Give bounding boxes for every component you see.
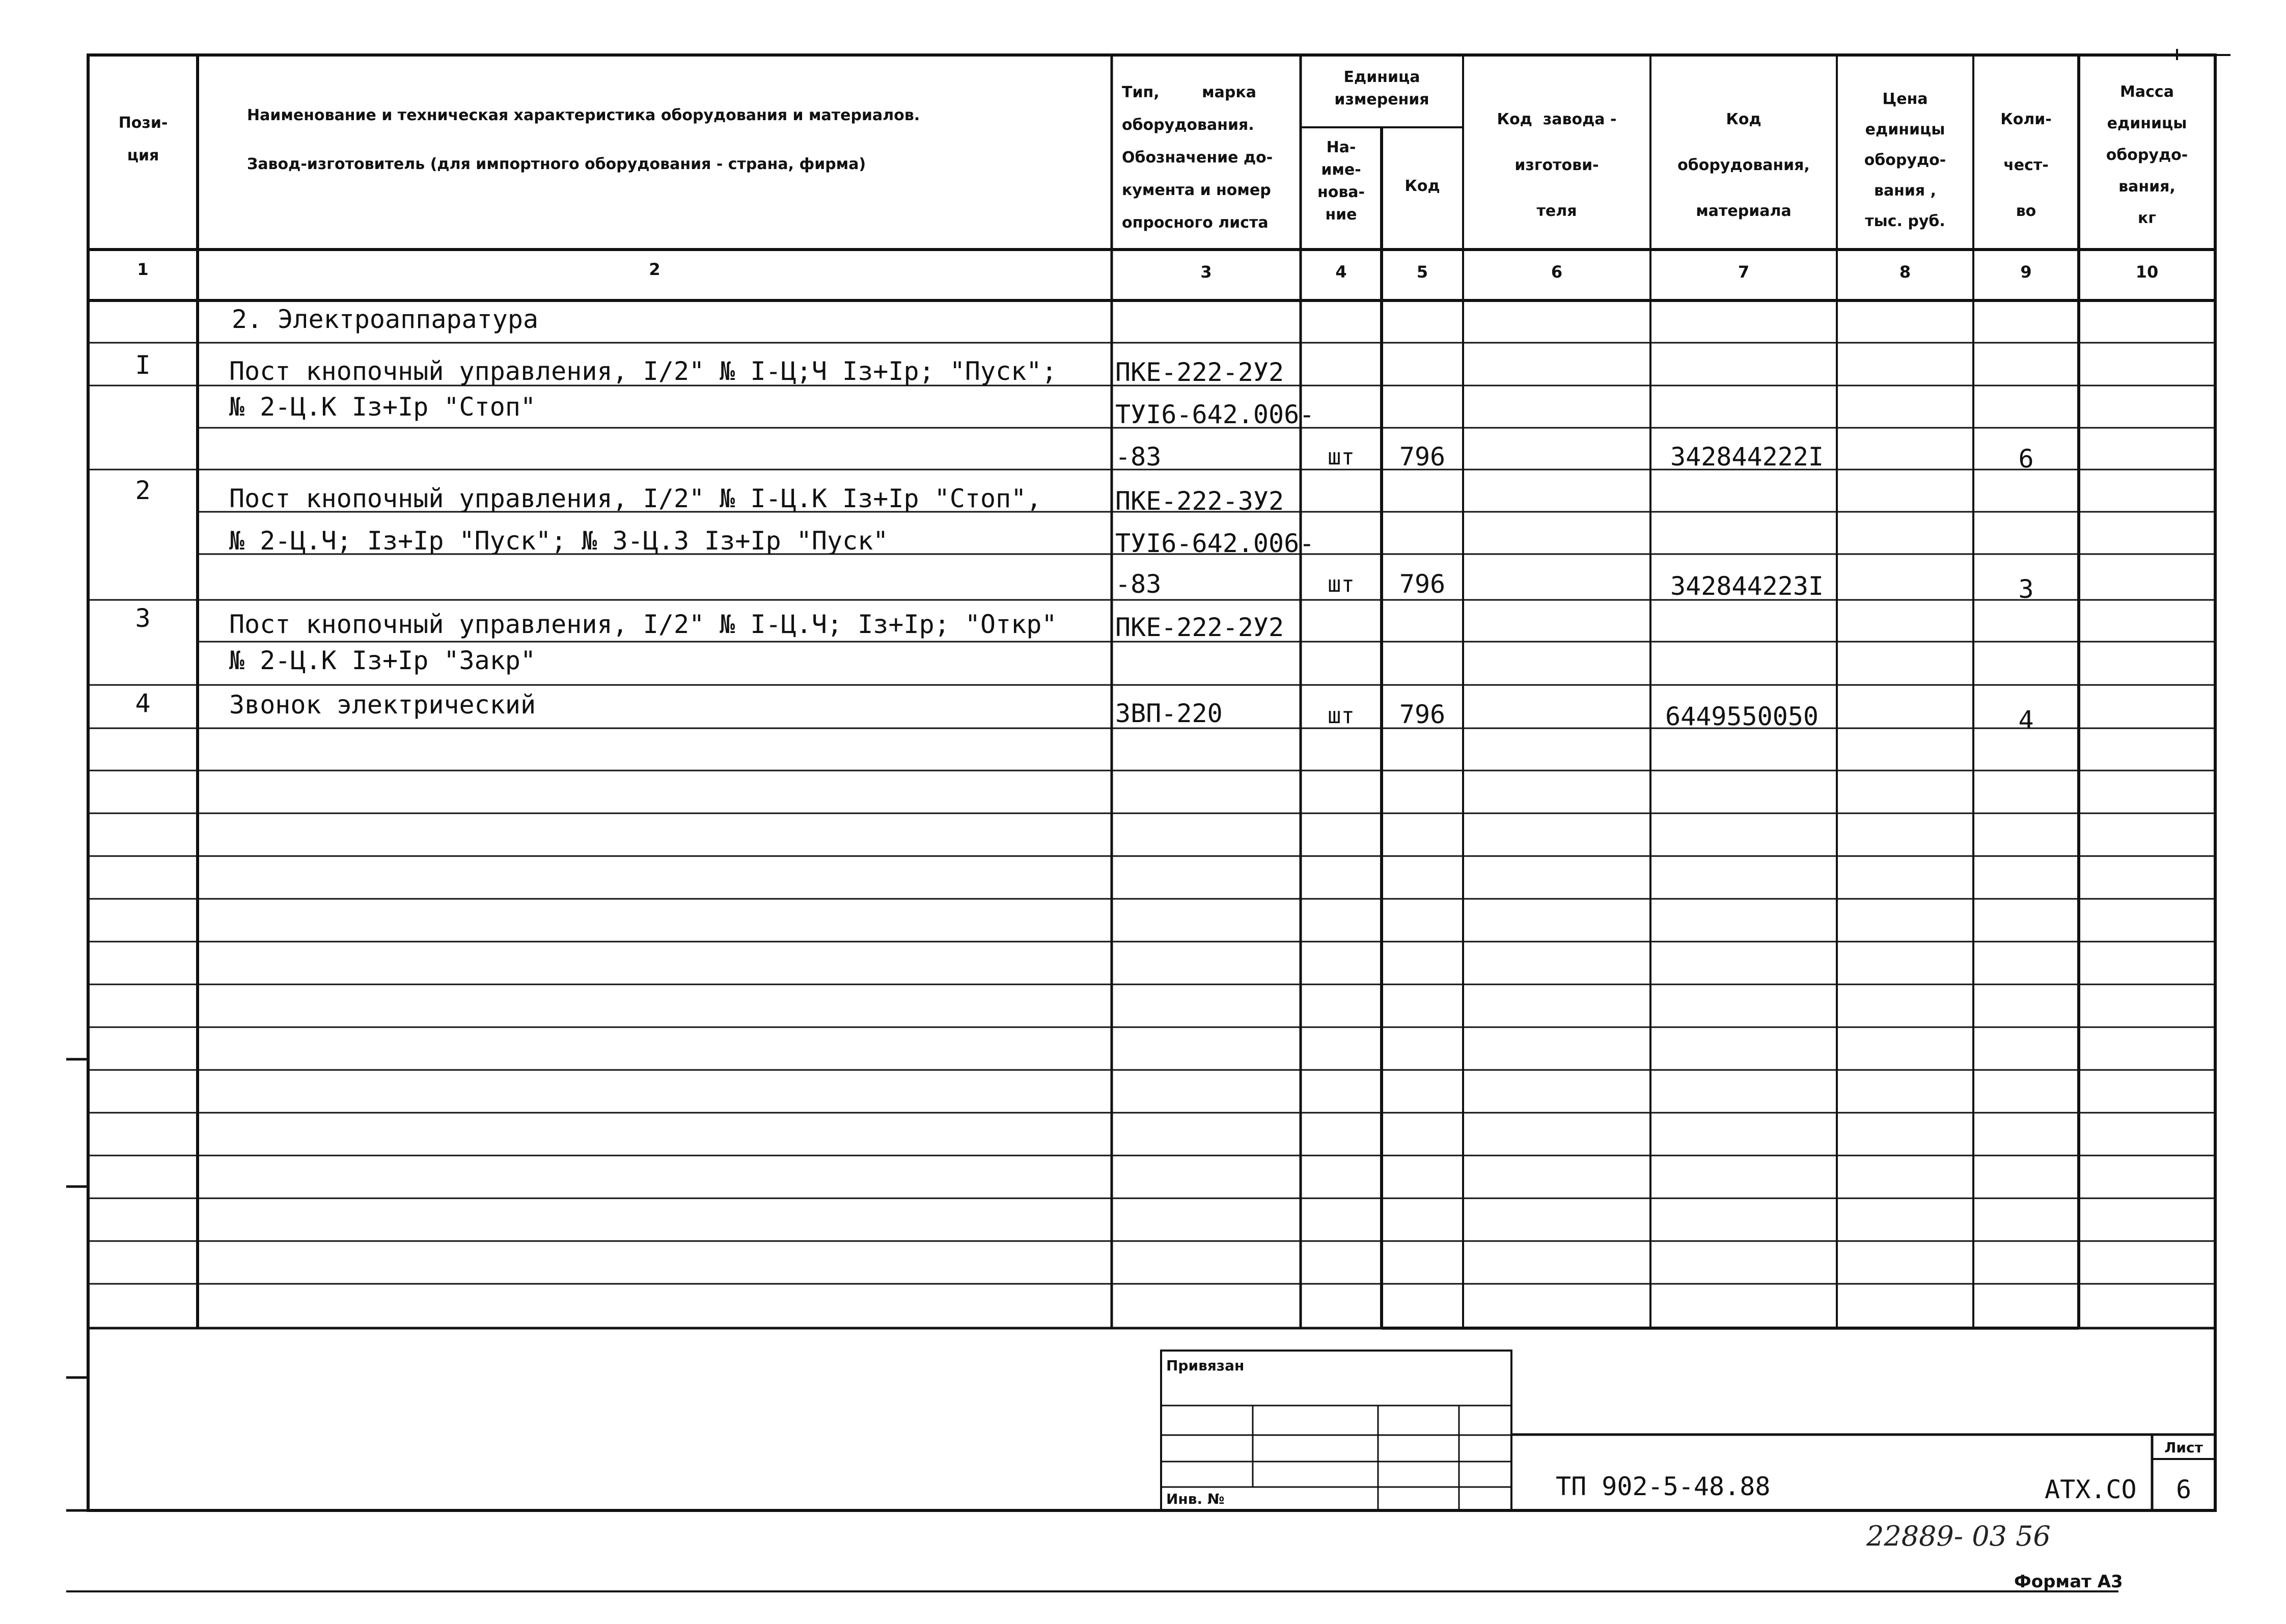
row-equipment-code: 6449550050 <box>1665 702 1819 731</box>
col-number: 9 <box>2020 262 2032 282</box>
header-equipment-code: Код оборудования, материала <box>1677 111 1810 220</box>
header-unit-group: Единица измерения <box>1334 68 1429 108</box>
row-equipment-code: 342844222I <box>1670 442 1824 472</box>
stamp-inventory-label: Инв. № <box>1166 1491 1225 1507</box>
row-quantity: 4 <box>2018 705 2034 735</box>
row-name: 2. Электроаппаратура <box>232 305 539 334</box>
row-position: 2 <box>135 476 151 505</box>
header-name-line1: Наименование и техническая характеристика оборудования и материалов. <box>247 106 920 124</box>
row-unit: шт <box>1328 444 1355 470</box>
row-type: -83 <box>1115 569 1162 599</box>
row-equipment-code: 342844223I <box>1670 571 1824 601</box>
col-number: 10 <box>2135 262 2159 282</box>
col-number: 3 <box>1200 262 1212 282</box>
row-quantity: 6 <box>2018 444 2034 474</box>
header-unit-price: Цена единицы оборудо- вания , тыс. руб. <box>1864 90 1946 230</box>
row-unit-code: 796 <box>1399 700 1446 729</box>
row-name: № 2-Ц.К Iз+Iр "Стоп" <box>229 392 536 422</box>
row-position: 4 <box>135 689 151 718</box>
col-number: 2 <box>649 260 660 279</box>
header-type: Тип, марка оборудования. Обозначение до- кумента и номер опросного листа <box>1122 84 1273 232</box>
row-position: 3 <box>135 603 151 633</box>
row-name: Пост кнопочный управления, I/2" № I-Ц.К Iз+Iр "Стоп", <box>229 484 1042 513</box>
row-type: ТУI6-642.006- <box>1115 529 1315 558</box>
document-code: АТХ.СО <box>2045 1475 2137 1504</box>
row-type: ТУI6-642.006- <box>1115 400 1315 429</box>
row-position: I <box>135 350 151 380</box>
row-name: Звонок электрический <box>229 690 536 720</box>
header-quantity: Коли- чест- во <box>2000 111 2052 220</box>
stamp-linked-label: Привязан <box>1166 1357 1245 1374</box>
col-number: 4 <box>1335 262 1347 282</box>
col-number: 7 <box>1738 262 1750 282</box>
row-type: ПКЕ-222-2У2 <box>1115 613 1284 642</box>
col-number: 6 <box>1551 262 1563 282</box>
col-number: 8 <box>1899 262 1911 282</box>
row-type: ПКЕ-222-3У2 <box>1115 486 1284 516</box>
row-unit: шт <box>1328 703 1355 729</box>
row-name: Пост кнопочный управления, I/2" № I-Ц.Ч; Iз+Iр; "Откр" <box>229 610 1057 639</box>
row-quantity: 3 <box>2018 574 2034 604</box>
row-name: Пост кнопочный управления, I/2" № I-Ц;Ч Iз+Iр; "Пуск"; <box>229 356 1057 386</box>
header-name-line2: Завод-изготовитель (для импортного оборудования - страна, фирма) <box>247 155 866 173</box>
sheet-label: Лист <box>2164 1439 2203 1456</box>
format-label: Формат А3 <box>2014 1572 2123 1592</box>
document-number: ТП 902-5-48.88 <box>1556 1472 1771 1501</box>
row-unit: шт <box>1328 571 1355 597</box>
header-unit-code: Код <box>1404 177 1440 195</box>
row-name: № 2-Ц.Ч; Iз+Iр "Пуск"; № 3-Ц.З Iз+Iр "Пуск" <box>229 526 889 556</box>
row-unit-code: 796 <box>1399 442 1446 472</box>
header-unit-name: На- име- нова- ние <box>1317 139 1365 224</box>
row-type: ПКЕ-222-2У2 <box>1115 357 1284 387</box>
row-name: № 2-Ц.К Iз+Iр "Закр" <box>229 646 536 675</box>
handwritten-inventory-number: 22889- 03 56 <box>1866 1520 2051 1552</box>
row-type: ЗВП-220 <box>1115 699 1223 728</box>
header-manufacturer-code: Код завода - изготови- теля <box>1497 111 1617 220</box>
row-unit-code: 796 <box>1399 569 1446 599</box>
sheet-number: 6 <box>2175 1475 2192 1504</box>
col-number: 5 <box>1416 262 1428 282</box>
header-unit-mass: Масса единицы оборудо- вания, кг <box>2106 83 2188 227</box>
col-number: 1 <box>137 260 149 279</box>
header-position: Пози- ция <box>118 114 168 164</box>
row-type: -83 <box>1115 442 1162 472</box>
